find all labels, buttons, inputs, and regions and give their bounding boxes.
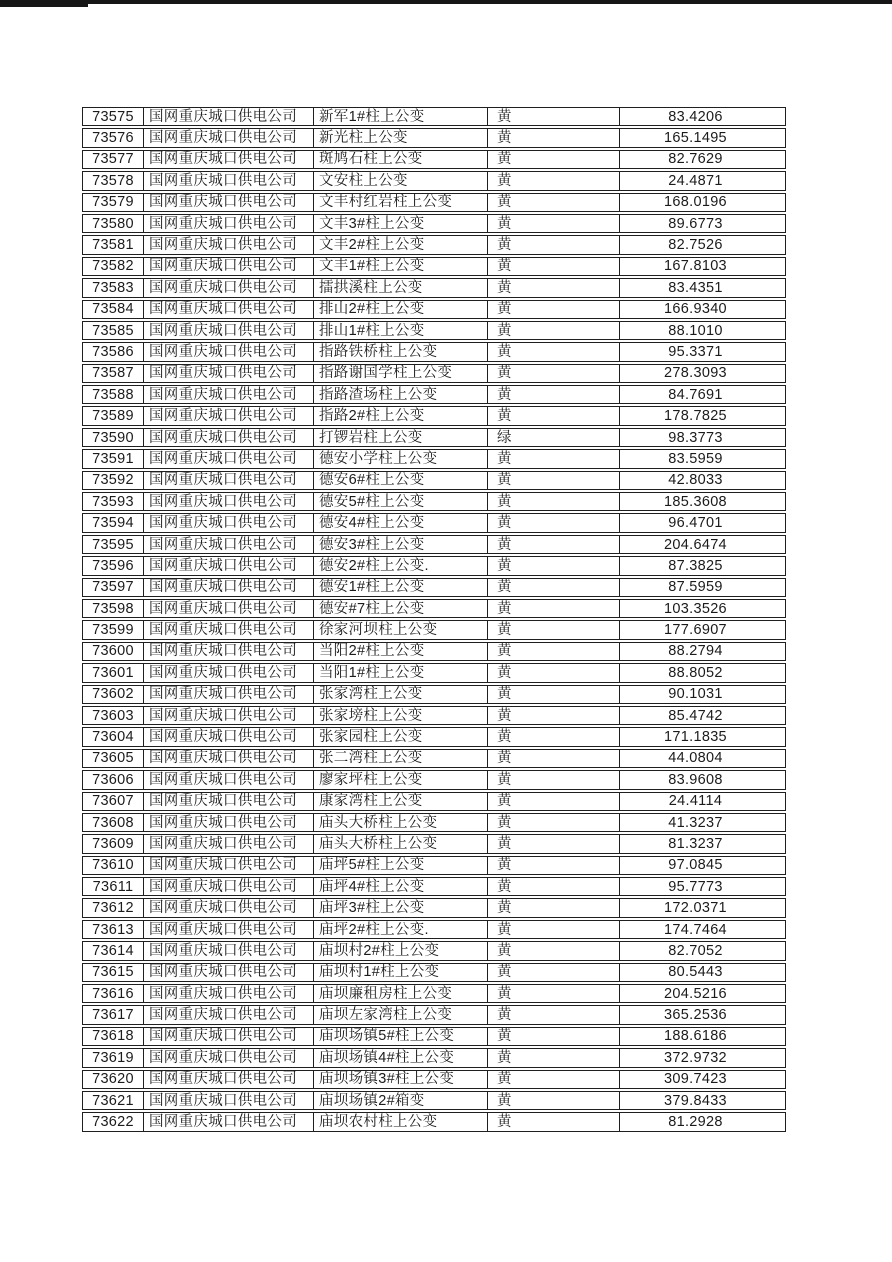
top-black-bar: [0, 0, 892, 4]
cell-value: 379.8433: [619, 1091, 786, 1110]
cell-color-label: 黄: [487, 171, 619, 190]
table-row: [82, 300, 786, 319]
cell-company: 国网重庆城口供电公司: [143, 171, 313, 190]
cell-value: 97.0845: [619, 856, 786, 875]
cell-row-id: 73598: [82, 599, 143, 618]
cell-color-label: 黄: [487, 449, 619, 468]
table-row: [82, 599, 786, 618]
cell-color-label: 黄: [487, 1112, 619, 1131]
table-row: [82, 1070, 786, 1089]
cell-company: 国网重庆城口供电公司: [143, 685, 313, 704]
cell-transformer-name: 张家湾柱上公变: [313, 685, 487, 704]
table-row: [82, 685, 786, 704]
table-row: [82, 920, 786, 939]
cell-value: 42.8033: [619, 471, 786, 490]
cell-color-label: 黄: [487, 193, 619, 212]
cell-row-id: 73583: [82, 278, 143, 297]
cell-transformer-name: 文安柱上公变: [313, 171, 487, 190]
cell-value: 89.6773: [619, 214, 786, 233]
cell-company: 国网重庆城口供电公司: [143, 984, 313, 1003]
table-row: [82, 513, 786, 532]
table-row: [82, 406, 786, 425]
cell-color-label: 黄: [487, 856, 619, 875]
cell-transformer-name: 指路铁桥柱上公变: [313, 342, 487, 361]
cell-company: 国网重庆城口供电公司: [143, 642, 313, 661]
cell-value: 88.2794: [619, 642, 786, 661]
cell-value: 41.3237: [619, 813, 786, 832]
top-black-bar-left-tab: [0, 0, 88, 7]
cell-company: 国网重庆城口供电公司: [143, 428, 313, 447]
cell-company: 国网重庆城口供电公司: [143, 1070, 313, 1089]
cell-value: 90.1031: [619, 685, 786, 704]
cell-color-label: 黄: [487, 235, 619, 254]
cell-company: 国网重庆城口供电公司: [143, 1027, 313, 1046]
cell-value: 204.5216: [619, 984, 786, 1003]
cell-value: 174.7464: [619, 920, 786, 939]
cell-company: 国网重庆城口供电公司: [143, 963, 313, 982]
cell-color-label: 黄: [487, 1005, 619, 1024]
cell-value: 82.7052: [619, 941, 786, 960]
cell-company: 国网重庆城口供电公司: [143, 813, 313, 832]
table-row: [82, 813, 786, 832]
cell-value: 372.9732: [619, 1048, 786, 1067]
table-row: [82, 1027, 786, 1046]
cell-value: 365.2536: [619, 1005, 786, 1024]
cell-color-label: 黄: [487, 513, 619, 532]
cell-transformer-name: 文丰村红岩柱上公变: [313, 193, 487, 212]
table-row: [82, 235, 786, 254]
cell-row-id: 73605: [82, 749, 143, 768]
cell-company: 国网重庆城口供电公司: [143, 492, 313, 511]
cell-value: 88.1010: [619, 321, 786, 340]
cell-company: 国网重庆城口供电公司: [143, 706, 313, 725]
cell-transformer-name: 德安1#柱上公变: [313, 578, 487, 597]
table-row: [82, 471, 786, 490]
table-row: [82, 1005, 786, 1024]
cell-value: 82.7629: [619, 150, 786, 169]
cell-row-id: 73590: [82, 428, 143, 447]
cell-row-id: 73591: [82, 449, 143, 468]
cell-value: 84.7691: [619, 385, 786, 404]
table-row: [82, 663, 786, 682]
cell-company: 国网重庆城口供电公司: [143, 749, 313, 768]
cell-company: 国网重庆城口供电公司: [143, 770, 313, 789]
cell-company: 国网重庆城口供电公司: [143, 471, 313, 490]
cell-transformer-name: 文丰2#柱上公变: [313, 235, 487, 254]
table-row: [82, 171, 786, 190]
cell-company: 国网重庆城口供电公司: [143, 342, 313, 361]
cell-row-id: 73601: [82, 663, 143, 682]
cell-transformer-name: 庙坝村1#柱上公变: [313, 963, 487, 982]
cell-row-id: 73606: [82, 770, 143, 789]
cell-color-label: 黄: [487, 278, 619, 297]
table-row: [82, 128, 786, 147]
table-row: [82, 984, 786, 1003]
cell-value: 204.6474: [619, 535, 786, 554]
cell-company: 国网重庆城口供电公司: [143, 834, 313, 853]
cell-row-id: 73600: [82, 642, 143, 661]
cell-value: 103.3526: [619, 599, 786, 618]
cell-color-label: 黄: [487, 599, 619, 618]
table-row: [82, 107, 786, 126]
cell-company: 国网重庆城口供电公司: [143, 385, 313, 404]
cell-row-id: 73584: [82, 300, 143, 319]
cell-color-label: 黄: [487, 150, 619, 169]
cell-row-id: 73621: [82, 1091, 143, 1110]
cell-row-id: 73611: [82, 877, 143, 896]
cell-transformer-name: 当阳1#柱上公变: [313, 663, 487, 682]
cell-value: 81.2928: [619, 1112, 786, 1131]
cell-transformer-name: 指路2#柱上公变: [313, 406, 487, 425]
cell-company: 国网重庆城口供电公司: [143, 792, 313, 811]
cell-row-id: 73596: [82, 556, 143, 575]
cell-value: 95.3371: [619, 342, 786, 361]
cell-value: 185.3608: [619, 492, 786, 511]
cell-transformer-name: 庙坝场镇3#柱上公变: [313, 1070, 487, 1089]
cell-value: 80.5443: [619, 963, 786, 982]
cell-row-id: 73620: [82, 1070, 143, 1089]
cell-value: 83.9608: [619, 770, 786, 789]
cell-company: 国网重庆城口供电公司: [143, 257, 313, 276]
table-body: [82, 107, 786, 1132]
table-row: [82, 941, 786, 960]
cell-color-label: 黄: [487, 920, 619, 939]
cell-color-label: 黄: [487, 385, 619, 404]
cell-row-id: 73609: [82, 834, 143, 853]
cell-value: 188.6186: [619, 1027, 786, 1046]
table-row: [82, 193, 786, 212]
cell-row-id: 73575: [82, 107, 143, 126]
cell-company: 国网重庆城口供电公司: [143, 599, 313, 618]
cell-color-label: 黄: [487, 1048, 619, 1067]
cell-value: 87.3825: [619, 556, 786, 575]
cell-company: 国网重庆城口供电公司: [143, 898, 313, 917]
cell-transformer-name: 徐家河坝柱上公变: [313, 620, 487, 639]
table-row: [82, 877, 786, 896]
cell-value: 168.0196: [619, 193, 786, 212]
cell-company: 国网重庆城口供电公司: [143, 620, 313, 639]
cell-value: 98.3773: [619, 428, 786, 447]
table-row: [82, 727, 786, 746]
cell-company: 国网重庆城口供电公司: [143, 1091, 313, 1110]
cell-company: 国网重庆城口供电公司: [143, 856, 313, 875]
table-row: [82, 449, 786, 468]
cell-value: 95.7773: [619, 877, 786, 896]
cell-value: 172.0371: [619, 898, 786, 917]
transformer-data-table: [82, 105, 786, 1134]
cell-transformer-name: 庙坪2#柱上公变.: [313, 920, 487, 939]
cell-company: 国网重庆城口供电公司: [143, 920, 313, 939]
cell-row-id: 73589: [82, 406, 143, 425]
cell-company: 国网重庆城口供电公司: [143, 877, 313, 896]
cell-company: 国网重庆城口供电公司: [143, 300, 313, 319]
cell-company: 国网重庆城口供电公司: [143, 364, 313, 383]
cell-row-id: 73595: [82, 535, 143, 554]
cell-color-label: 黄: [487, 898, 619, 917]
cell-transformer-name: 德安5#柱上公变: [313, 492, 487, 511]
table-row: [82, 642, 786, 661]
table-row: [82, 214, 786, 233]
table-row: [82, 1091, 786, 1110]
cell-transformer-name: 庙坝场镇5#柱上公变: [313, 1027, 487, 1046]
cell-value: 177.6907: [619, 620, 786, 639]
cell-transformer-name: 文丰1#柱上公变: [313, 257, 487, 276]
cell-company: 国网重庆城口供电公司: [143, 278, 313, 297]
table-row: [82, 364, 786, 383]
cell-value: 44.0804: [619, 749, 786, 768]
cell-color-label: 黄: [487, 492, 619, 511]
cell-row-id: 73582: [82, 257, 143, 276]
cell-value: 83.4351: [619, 278, 786, 297]
cell-color-label: 黄: [487, 578, 619, 597]
cell-row-id: 73603: [82, 706, 143, 725]
cell-color-label: 黄: [487, 128, 619, 147]
cell-row-id: 73576: [82, 128, 143, 147]
cell-transformer-name: 文丰3#柱上公变: [313, 214, 487, 233]
cell-company: 国网重庆城口供电公司: [143, 663, 313, 682]
cell-color-label: 黄: [487, 535, 619, 554]
cell-company: 国网重庆城口供电公司: [143, 128, 313, 147]
cell-transformer-name: 指路渣场柱上公变: [313, 385, 487, 404]
table-row: [82, 963, 786, 982]
table-row: [82, 321, 786, 340]
table-row: [82, 257, 786, 276]
cell-row-id: 73618: [82, 1027, 143, 1046]
cell-row-id: 73579: [82, 193, 143, 212]
table-row: [82, 278, 786, 297]
cell-transformer-name: 德安#7柱上公变: [313, 599, 487, 618]
cell-color-label: 黄: [487, 107, 619, 126]
cell-row-id: 73617: [82, 1005, 143, 1024]
cell-transformer-name: 庙坝场镇2#箱变: [313, 1091, 487, 1110]
cell-value: 167.8103: [619, 257, 786, 276]
cell-company: 国网重庆城口供电公司: [143, 193, 313, 212]
table-row: [82, 749, 786, 768]
cell-transformer-name: 德安3#柱上公变: [313, 535, 487, 554]
cell-company: 国网重庆城口供电公司: [143, 1112, 313, 1131]
cell-row-id: 73622: [82, 1112, 143, 1131]
cell-row-id: 73613: [82, 920, 143, 939]
cell-value: 24.4871: [619, 171, 786, 190]
cell-value: 178.7825: [619, 406, 786, 425]
cell-value: 309.7423: [619, 1070, 786, 1089]
cell-row-id: 73616: [82, 984, 143, 1003]
cell-color-label: 黄: [487, 706, 619, 725]
cell-color-label: 黄: [487, 663, 619, 682]
cell-color-label: 黄: [487, 1091, 619, 1110]
cell-transformer-name: 德安6#柱上公变: [313, 471, 487, 490]
cell-transformer-name: 庙坪4#柱上公变: [313, 877, 487, 896]
cell-transformer-name: 斑鸠石柱上公变: [313, 150, 487, 169]
cell-row-id: 73610: [82, 856, 143, 875]
cell-color-label: 黄: [487, 877, 619, 896]
cell-row-id: 73578: [82, 171, 143, 190]
cell-row-id: 73615: [82, 963, 143, 982]
cell-transformer-name: 庙坪3#柱上公变: [313, 898, 487, 917]
cell-transformer-name: 庙头大桥柱上公变: [313, 813, 487, 832]
cell-row-id: 73608: [82, 813, 143, 832]
cell-color-label: 黄: [487, 727, 619, 746]
cell-company: 国网重庆城口供电公司: [143, 941, 313, 960]
table-row: [82, 856, 786, 875]
cell-company: 国网重庆城口供电公司: [143, 150, 313, 169]
cell-value: 81.3237: [619, 834, 786, 853]
cell-color-label: 黄: [487, 620, 619, 639]
table-row: [82, 428, 786, 447]
cell-color-label: 黄: [487, 342, 619, 361]
table-row: [82, 535, 786, 554]
cell-color-label: 黄: [487, 792, 619, 811]
cell-value: 87.5959: [619, 578, 786, 597]
cell-transformer-name: 新军1#柱上公变: [313, 107, 487, 126]
cell-color-label: 黄: [487, 813, 619, 832]
cell-row-id: 73619: [82, 1048, 143, 1067]
cell-company: 国网重庆城口供电公司: [143, 535, 313, 554]
cell-color-label: 黄: [487, 685, 619, 704]
cell-row-id: 73597: [82, 578, 143, 597]
cell-transformer-name: 康家湾柱上公变: [313, 792, 487, 811]
cell-transformer-name: 庙坝场镇4#柱上公变: [313, 1048, 487, 1067]
cell-value: 171.1835: [619, 727, 786, 746]
cell-transformer-name: 打锣岩柱上公变: [313, 428, 487, 447]
cell-company: 国网重庆城口供电公司: [143, 235, 313, 254]
cell-company: 国网重庆城口供电公司: [143, 449, 313, 468]
cell-transformer-name: 庙头大桥柱上公变: [313, 834, 487, 853]
cell-transformer-name: 张二湾柱上公变: [313, 749, 487, 768]
cell-row-id: 73607: [82, 792, 143, 811]
cell-color-label: 黄: [487, 1070, 619, 1089]
cell-transformer-name: 指路谢国学柱上公变: [313, 364, 487, 383]
cell-transformer-name: 排山2#柱上公变: [313, 300, 487, 319]
cell-row-id: 73602: [82, 685, 143, 704]
cell-color-label: 黄: [487, 556, 619, 575]
cell-color-label: 黄: [487, 471, 619, 490]
cell-color-label: 黄: [487, 214, 619, 233]
cell-value: 278.3093: [619, 364, 786, 383]
cell-color-label: 黄: [487, 406, 619, 425]
cell-color-label: 黄: [487, 749, 619, 768]
cell-company: 国网重庆城口供电公司: [143, 1005, 313, 1024]
cell-row-id: 73588: [82, 385, 143, 404]
cell-company: 国网重庆城口供电公司: [143, 107, 313, 126]
cell-value: 24.4114: [619, 792, 786, 811]
cell-row-id: 73586: [82, 342, 143, 361]
cell-company: 国网重庆城口供电公司: [143, 556, 313, 575]
table-row: [82, 342, 786, 361]
cell-value: 82.7526: [619, 235, 786, 254]
table-row: [82, 770, 786, 789]
cell-row-id: 73580: [82, 214, 143, 233]
cell-transformer-name: 当阳2#柱上公变: [313, 642, 487, 661]
cell-transformer-name: 德安小学柱上公变: [313, 449, 487, 468]
cell-color-label: 黄: [487, 963, 619, 982]
cell-color-label: 黄: [487, 984, 619, 1003]
cell-color-label: 黄: [487, 257, 619, 276]
cell-transformer-name: 德安2#柱上公变.: [313, 556, 487, 575]
cell-transformer-name: 廖家坪柱上公变: [313, 770, 487, 789]
cell-transformer-name: 擂拱溪柱上公变: [313, 278, 487, 297]
cell-transformer-name: 新光柱上公变: [313, 128, 487, 147]
cell-value: 165.1495: [619, 128, 786, 147]
cell-color-label: 黄: [487, 834, 619, 853]
cell-transformer-name: 庙坝农村柱上公变: [313, 1112, 487, 1131]
cell-row-id: 73592: [82, 471, 143, 490]
cell-value: 83.5959: [619, 449, 786, 468]
table-row: [82, 1112, 786, 1131]
cell-color-label: 黄: [487, 321, 619, 340]
cell-row-id: 73614: [82, 941, 143, 960]
table-row: [82, 385, 786, 404]
cell-color-label: 黄: [487, 300, 619, 319]
cell-row-id: 73604: [82, 727, 143, 746]
table-row: [82, 556, 786, 575]
table-row: [82, 834, 786, 853]
cell-row-id: 73593: [82, 492, 143, 511]
cell-row-id: 73587: [82, 364, 143, 383]
cell-transformer-name: 庙坪5#柱上公变: [313, 856, 487, 875]
cell-color-label: 黄: [487, 941, 619, 960]
cell-row-id: 73577: [82, 150, 143, 169]
cell-color-label: 绿: [487, 428, 619, 447]
cell-transformer-name: 庙坝廉租房柱上公变: [313, 984, 487, 1003]
cell-transformer-name: 排山1#柱上公变: [313, 321, 487, 340]
cell-transformer-name: 庙坝村2#柱上公变: [313, 941, 487, 960]
cell-company: 国网重庆城口供电公司: [143, 214, 313, 233]
cell-company: 国网重庆城口供电公司: [143, 727, 313, 746]
cell-color-label: 黄: [487, 770, 619, 789]
cell-company: 国网重庆城口供电公司: [143, 406, 313, 425]
cell-color-label: 黄: [487, 642, 619, 661]
cell-color-label: 黄: [487, 1027, 619, 1046]
table-row: [82, 620, 786, 639]
cell-value: 88.8052: [619, 663, 786, 682]
table-row: [82, 492, 786, 511]
cell-value: 166.9340: [619, 300, 786, 319]
cell-row-id: 73581: [82, 235, 143, 254]
cell-row-id: 73585: [82, 321, 143, 340]
cell-company: 国网重庆城口供电公司: [143, 513, 313, 532]
cell-value: 85.4742: [619, 706, 786, 725]
cell-company: 国网重庆城口供电公司: [143, 321, 313, 340]
cell-row-id: 73599: [82, 620, 143, 639]
cell-value: 96.4701: [619, 513, 786, 532]
table-row: [82, 578, 786, 597]
cell-transformer-name: 庙坝左家湾柱上公变: [313, 1005, 487, 1024]
table-row: [82, 1048, 786, 1067]
cell-row-id: 73594: [82, 513, 143, 532]
cell-transformer-name: 张家园柱上公变: [313, 727, 487, 746]
cell-company: 国网重庆城口供电公司: [143, 578, 313, 597]
cell-transformer-name: 张家塝柱上公变: [313, 706, 487, 725]
table-row: [82, 150, 786, 169]
cell-company: 国网重庆城口供电公司: [143, 1048, 313, 1067]
cell-color-label: 黄: [487, 364, 619, 383]
table-row: [82, 706, 786, 725]
cell-row-id: 73612: [82, 898, 143, 917]
table-row: [82, 898, 786, 917]
cell-transformer-name: 德安4#柱上公变: [313, 513, 487, 532]
table-row: [82, 792, 786, 811]
cell-value: 83.4206: [619, 107, 786, 126]
